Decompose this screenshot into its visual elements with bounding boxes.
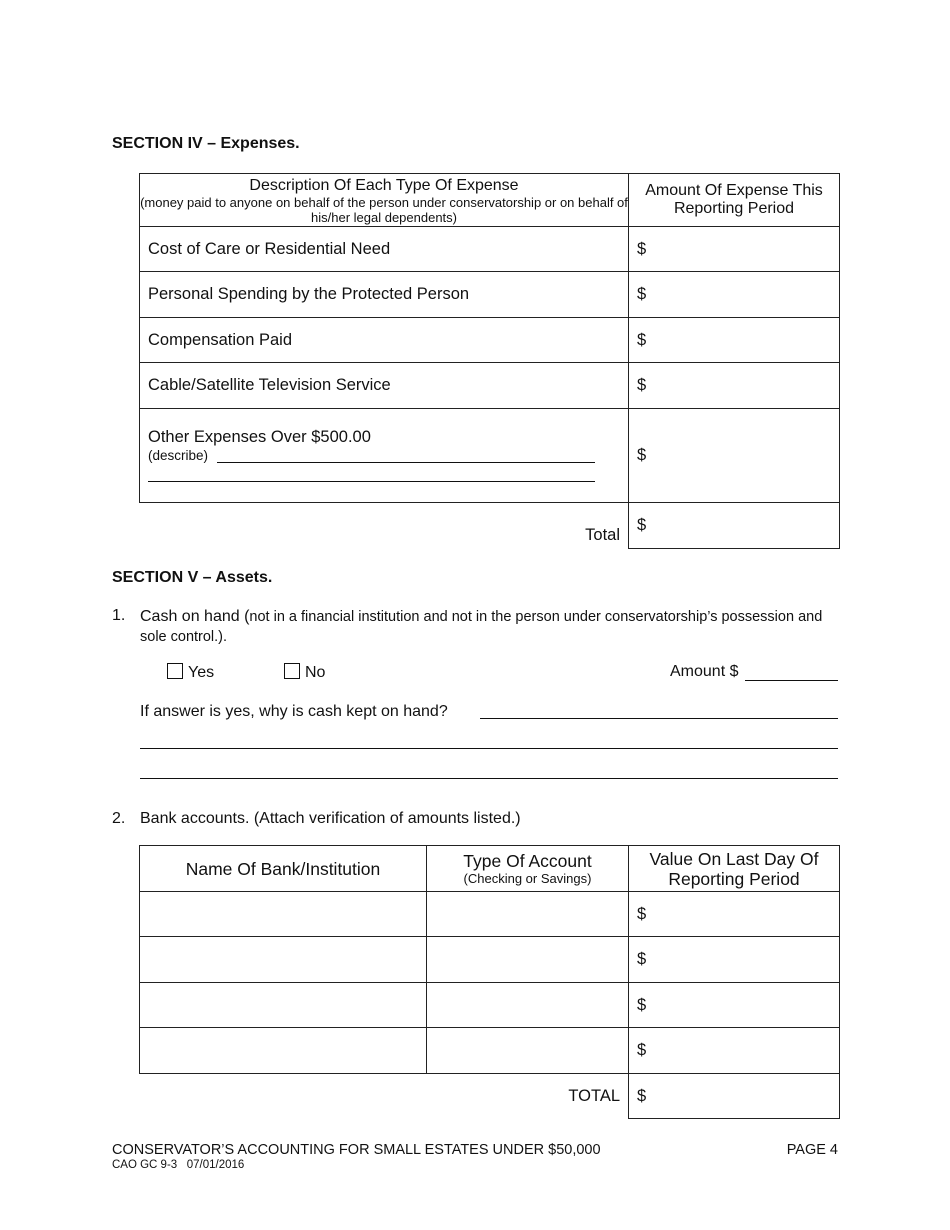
account-type-title: Type Of Account <box>463 850 592 871</box>
item-1-text <box>140 607 830 647</box>
yes-label: Yes <box>188 664 215 681</box>
expense-amount-field[interactable]: $ <box>629 227 840 272</box>
expense-row-label: Cost of Care or Residential Need <box>140 227 629 272</box>
other-expenses-cell <box>140 409 629 503</box>
expense-description-title: Description Of Each Type Of Expense <box>249 176 519 194</box>
other-expenses-label: Other Expenses Over $500.00 <box>148 428 371 446</box>
yes-option[interactable] <box>167 663 214 682</box>
value-header: Value On Last Day Of Reporting Period <box>629 846 840 892</box>
bank-name-field[interactable] <box>140 937 427 983</box>
why-cash-line-1[interactable] <box>480 718 838 719</box>
other-expenses-describe-line-1[interactable] <box>217 462 595 463</box>
cash-on-hand-note: not in a financial institution and not in the person under conservatorship’s possession and sole control.). <box>140 609 823 645</box>
expense-row-label: Cable/Satellite Television Service <box>140 363 629 409</box>
footer-page-number: PAGE 4 <box>786 1142 838 1158</box>
cash-on-hand-label: Cash on hand ( <box>140 608 250 625</box>
expense-row <box>140 318 840 363</box>
bank-row <box>140 937 840 983</box>
account-type-field[interactable] <box>427 1028 629 1074</box>
bank-header-row <box>140 846 840 892</box>
account-type-field[interactable] <box>427 937 629 983</box>
expense-row-label: Personal Spending by the Protected Person <box>140 272 629 318</box>
bank-total-row <box>140 1074 840 1119</box>
no-checkbox[interactable] <box>284 663 300 679</box>
footer-title: CONSERVATOR’S ACCOUNTING FOR SMALL ESTATES UNDER $50,000 <box>112 1142 601 1158</box>
account-value-field[interactable]: $ <box>629 892 840 937</box>
bank-name-header: Name Of Bank/Institution <box>140 846 427 892</box>
expenses-table <box>139 173 840 549</box>
other-expenses-describe-line-2[interactable] <box>148 481 595 482</box>
section-v-heading: SECTION V – Assets. <box>112 569 273 586</box>
account-type-subtitle: (Checking or Savings) <box>463 870 592 886</box>
section-iv-heading: SECTION IV – Expenses. <box>112 135 300 152</box>
bank-row <box>140 1028 840 1074</box>
bank-accounts-table <box>139 845 840 1119</box>
why-cash-line-2[interactable] <box>140 748 838 749</box>
footer-form-id: CAO GC 9-3 07/01/2016 <box>112 1159 245 1171</box>
expenses-total-row <box>140 503 840 549</box>
expense-description-subtitle: (money paid to anyone on behalf of the person under conservatorship or on behalf of his/her legal dependents) <box>140 194 628 225</box>
bank-name-field[interactable] <box>140 1028 427 1074</box>
other-expenses-describe-label: (describe) <box>148 448 209 463</box>
bank-row <box>140 983 840 1028</box>
item-2-number: 2. <box>112 810 126 827</box>
expense-row <box>140 227 840 272</box>
account-type-header <box>427 846 629 892</box>
expense-row <box>140 272 840 318</box>
no-option[interactable] <box>284 663 325 682</box>
no-label: No <box>305 664 326 681</box>
why-cash-line-3[interactable] <box>140 778 838 779</box>
account-type-field[interactable] <box>427 983 629 1028</box>
bank-accounts-label: Bank accounts. (Attach verification of amounts listed.) <box>140 810 521 827</box>
account-value-field[interactable]: $ <box>629 983 840 1028</box>
account-value-field[interactable]: $ <box>629 937 840 983</box>
expense-amount-field[interactable]: $ <box>629 318 840 363</box>
expense-amount-field[interactable]: $ <box>629 363 840 409</box>
expense-amount-header: Amount Of Expense This Reporting Period <box>629 174 840 227</box>
amount-label: Amount $ <box>670 663 739 680</box>
cash-amount-field[interactable] <box>745 680 838 681</box>
expense-description-header <box>140 174 629 227</box>
yes-checkbox[interactable] <box>167 663 183 679</box>
other-expenses-row <box>140 409 840 503</box>
account-type-field[interactable] <box>427 892 629 937</box>
expense-row <box>140 363 840 409</box>
expenses-total-label: Total <box>140 503 629 549</box>
expense-row-label: Compensation Paid <box>140 318 629 363</box>
expenses-header-row <box>140 174 840 227</box>
bank-total-label: TOTAL <box>140 1074 629 1119</box>
bank-total-field[interactable]: $ <box>629 1074 840 1119</box>
why-cash-label: If answer is yes, why is cash kept on hand? <box>140 703 448 720</box>
expenses-total-field[interactable]: $ <box>629 503 840 549</box>
account-value-field[interactable]: $ <box>629 1028 840 1074</box>
item-1-number: 1. <box>112 607 126 624</box>
bank-name-field[interactable] <box>140 983 427 1028</box>
expense-amount-field[interactable]: $ <box>629 272 840 318</box>
bank-row <box>140 892 840 937</box>
bank-name-field[interactable] <box>140 892 427 937</box>
other-expenses-amount-field[interactable]: $ <box>629 409 840 503</box>
